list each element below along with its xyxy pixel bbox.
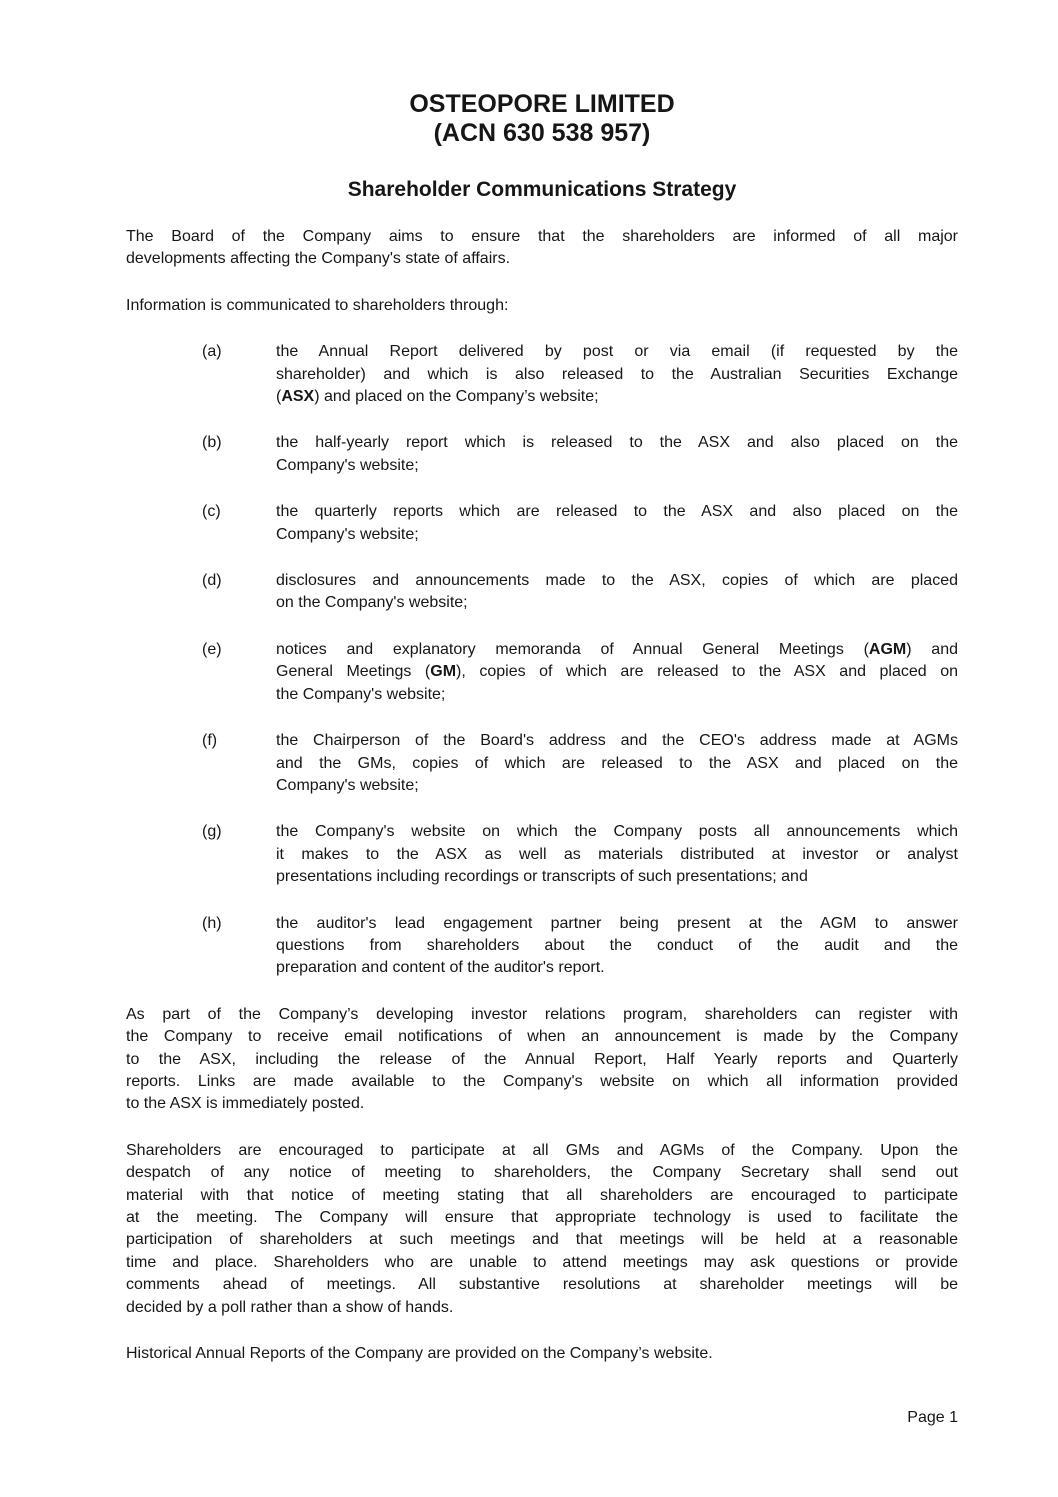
list-item-label: (a)	[202, 343, 222, 361]
text-line: despatch of any notice of meeting to shareholders, the Company Secretary shall send out	[126, 1164, 958, 1182]
page-number: Page 1	[907, 1409, 958, 1426]
title-line-acn: (ACN 630 538 957)	[433, 119, 651, 147]
list-item	[126, 432, 958, 477]
text-line: disclosures and announcements made to the ASX, copies of which are placed	[276, 572, 958, 590]
text-line: As part of the Company’s developing investor relations program, shareholders can register with	[126, 1005, 958, 1023]
list-item-label: (f)	[202, 732, 218, 750]
list-item-label: (c)	[202, 503, 221, 521]
text-line: the quarterly reports which are released to the ASX and also placed on the	[276, 503, 958, 521]
list-item-label: (h)	[202, 914, 222, 932]
list-item-label: (g)	[202, 823, 222, 841]
text-line: The Board of the Company aims to ensure that the shareholders are informed of all major	[126, 228, 958, 245]
text-line: (ASX) and placed on the Company’s website;	[276, 388, 599, 406]
list-item	[126, 341, 958, 408]
text-line: Company's website;	[276, 776, 419, 794]
text-line: to the ASX, including the release of the Annual Report, Half Yearly reports and Quarterly	[126, 1050, 958, 1068]
text-line: Historical Annual Reports of the Company are provided on the Company’s website.	[126, 1345, 713, 1363]
list-item-label: (e)	[202, 640, 222, 658]
text-line: the auditor's lead engagement partner being present at the AGM to answer	[276, 914, 958, 932]
list-item-text	[276, 730, 958, 797]
list-item	[126, 639, 958, 706]
text-line: Company's website;	[276, 456, 419, 474]
text-line: shareholder) and which is also released to the Australian Securities Exchange	[276, 365, 958, 383]
paragraph	[126, 1140, 958, 1319]
document-title	[126, 90, 958, 148]
list-item-label: (b)	[202, 434, 222, 452]
paragraph	[126, 295, 958, 317]
document-subtitle: Shareholder Communications Strategy	[347, 178, 737, 201]
text-line: reports. Links are made available to the Company's website on which all information provided	[126, 1072, 958, 1090]
text-line: the Company's website on which the Company posts all announcements which	[276, 823, 958, 841]
paragraph	[126, 1004, 958, 1116]
emphasized-term: ASX	[281, 388, 315, 406]
list-item	[126, 821, 958, 888]
communication-channels-list	[126, 341, 958, 980]
list-item	[126, 570, 958, 615]
text-line: the Company's website;	[276, 685, 446, 703]
text-line: it makes to the ASX as well as materials distributed at investor or analyst	[276, 845, 958, 863]
title-line-company-name: OSTEOPORE LIMITED	[409, 90, 675, 118]
text-line: questions from shareholders about the conduct of the audit and the	[276, 936, 958, 954]
list-item-label: (d)	[202, 572, 222, 590]
text-line: and the GMs, copies of which are released to the ASX and placed on the	[276, 754, 958, 772]
text-line: on the Company's website;	[276, 594, 468, 612]
text-line: Company's website;	[276, 525, 419, 543]
text-line: the Chairperson of the Board's address and the CEO's address made at AGMs	[276, 732, 958, 750]
text-line: participation of shareholders at such meetings and that meetings will be held at a reasonable	[126, 1231, 958, 1249]
emphasized-term: GM	[430, 663, 457, 681]
text-line: Information is communicated to shareholders through:	[126, 296, 509, 314]
text-line: Shareholders are encouraged to participate at all GMs and AGMs of the Company. Upon the	[126, 1141, 958, 1159]
text-line: material with that notice of meeting stating that all shareholders are encouraged to participate	[126, 1186, 958, 1204]
list-item-text	[276, 501, 958, 546]
list-item	[126, 913, 958, 980]
list-item	[126, 501, 958, 546]
text-line: developments affecting the Company's state of affairs.	[126, 250, 511, 268]
paragraph	[126, 226, 958, 271]
text-line: the Annual Report delivered by post or via email (if requested by the	[276, 343, 958, 361]
list-item-text	[276, 913, 958, 980]
list-item-text	[276, 821, 958, 888]
closing-section	[126, 1004, 958, 1366]
list-item-text	[276, 341, 958, 408]
text-line: decided by a poll rather than a show of hands.	[126, 1298, 454, 1316]
text-line: the half-yearly report which is released to the ASX and also placed on the	[276, 434, 958, 452]
text-line: preparation and content of the auditor's report.	[276, 959, 605, 977]
text-line: the Company to receive email notifications of when an announcement is made by the Company	[126, 1028, 958, 1046]
intro-section	[126, 226, 958, 317]
text-line: General Meetings (GM), copies of which are released to the ASX and placed on	[276, 663, 959, 681]
list-item-text	[276, 432, 958, 477]
text-line: notices and explanatory memoranda of Annual General Meetings (AGM) and	[276, 640, 959, 658]
list-item	[126, 730, 958, 797]
text-line: at the meeting. The Company will ensure that appropriate technology is used to facilitate the	[126, 1209, 958, 1226]
text-line: time and place. Shareholders who are unable to attend meetings may ask questions or provide	[126, 1253, 958, 1271]
list-item-text	[276, 639, 958, 706]
text-line: presentations including recordings or transcripts of such presentations; and	[276, 868, 808, 886]
text-line: to the ASX is immediately posted.	[126, 1095, 365, 1113]
text-line: comments ahead of meetings. All substantive resolutions at shareholder meetings will be	[126, 1276, 958, 1294]
paragraph	[126, 1343, 958, 1365]
emphasized-term: AGM	[868, 640, 907, 658]
list-item-text	[276, 570, 958, 615]
